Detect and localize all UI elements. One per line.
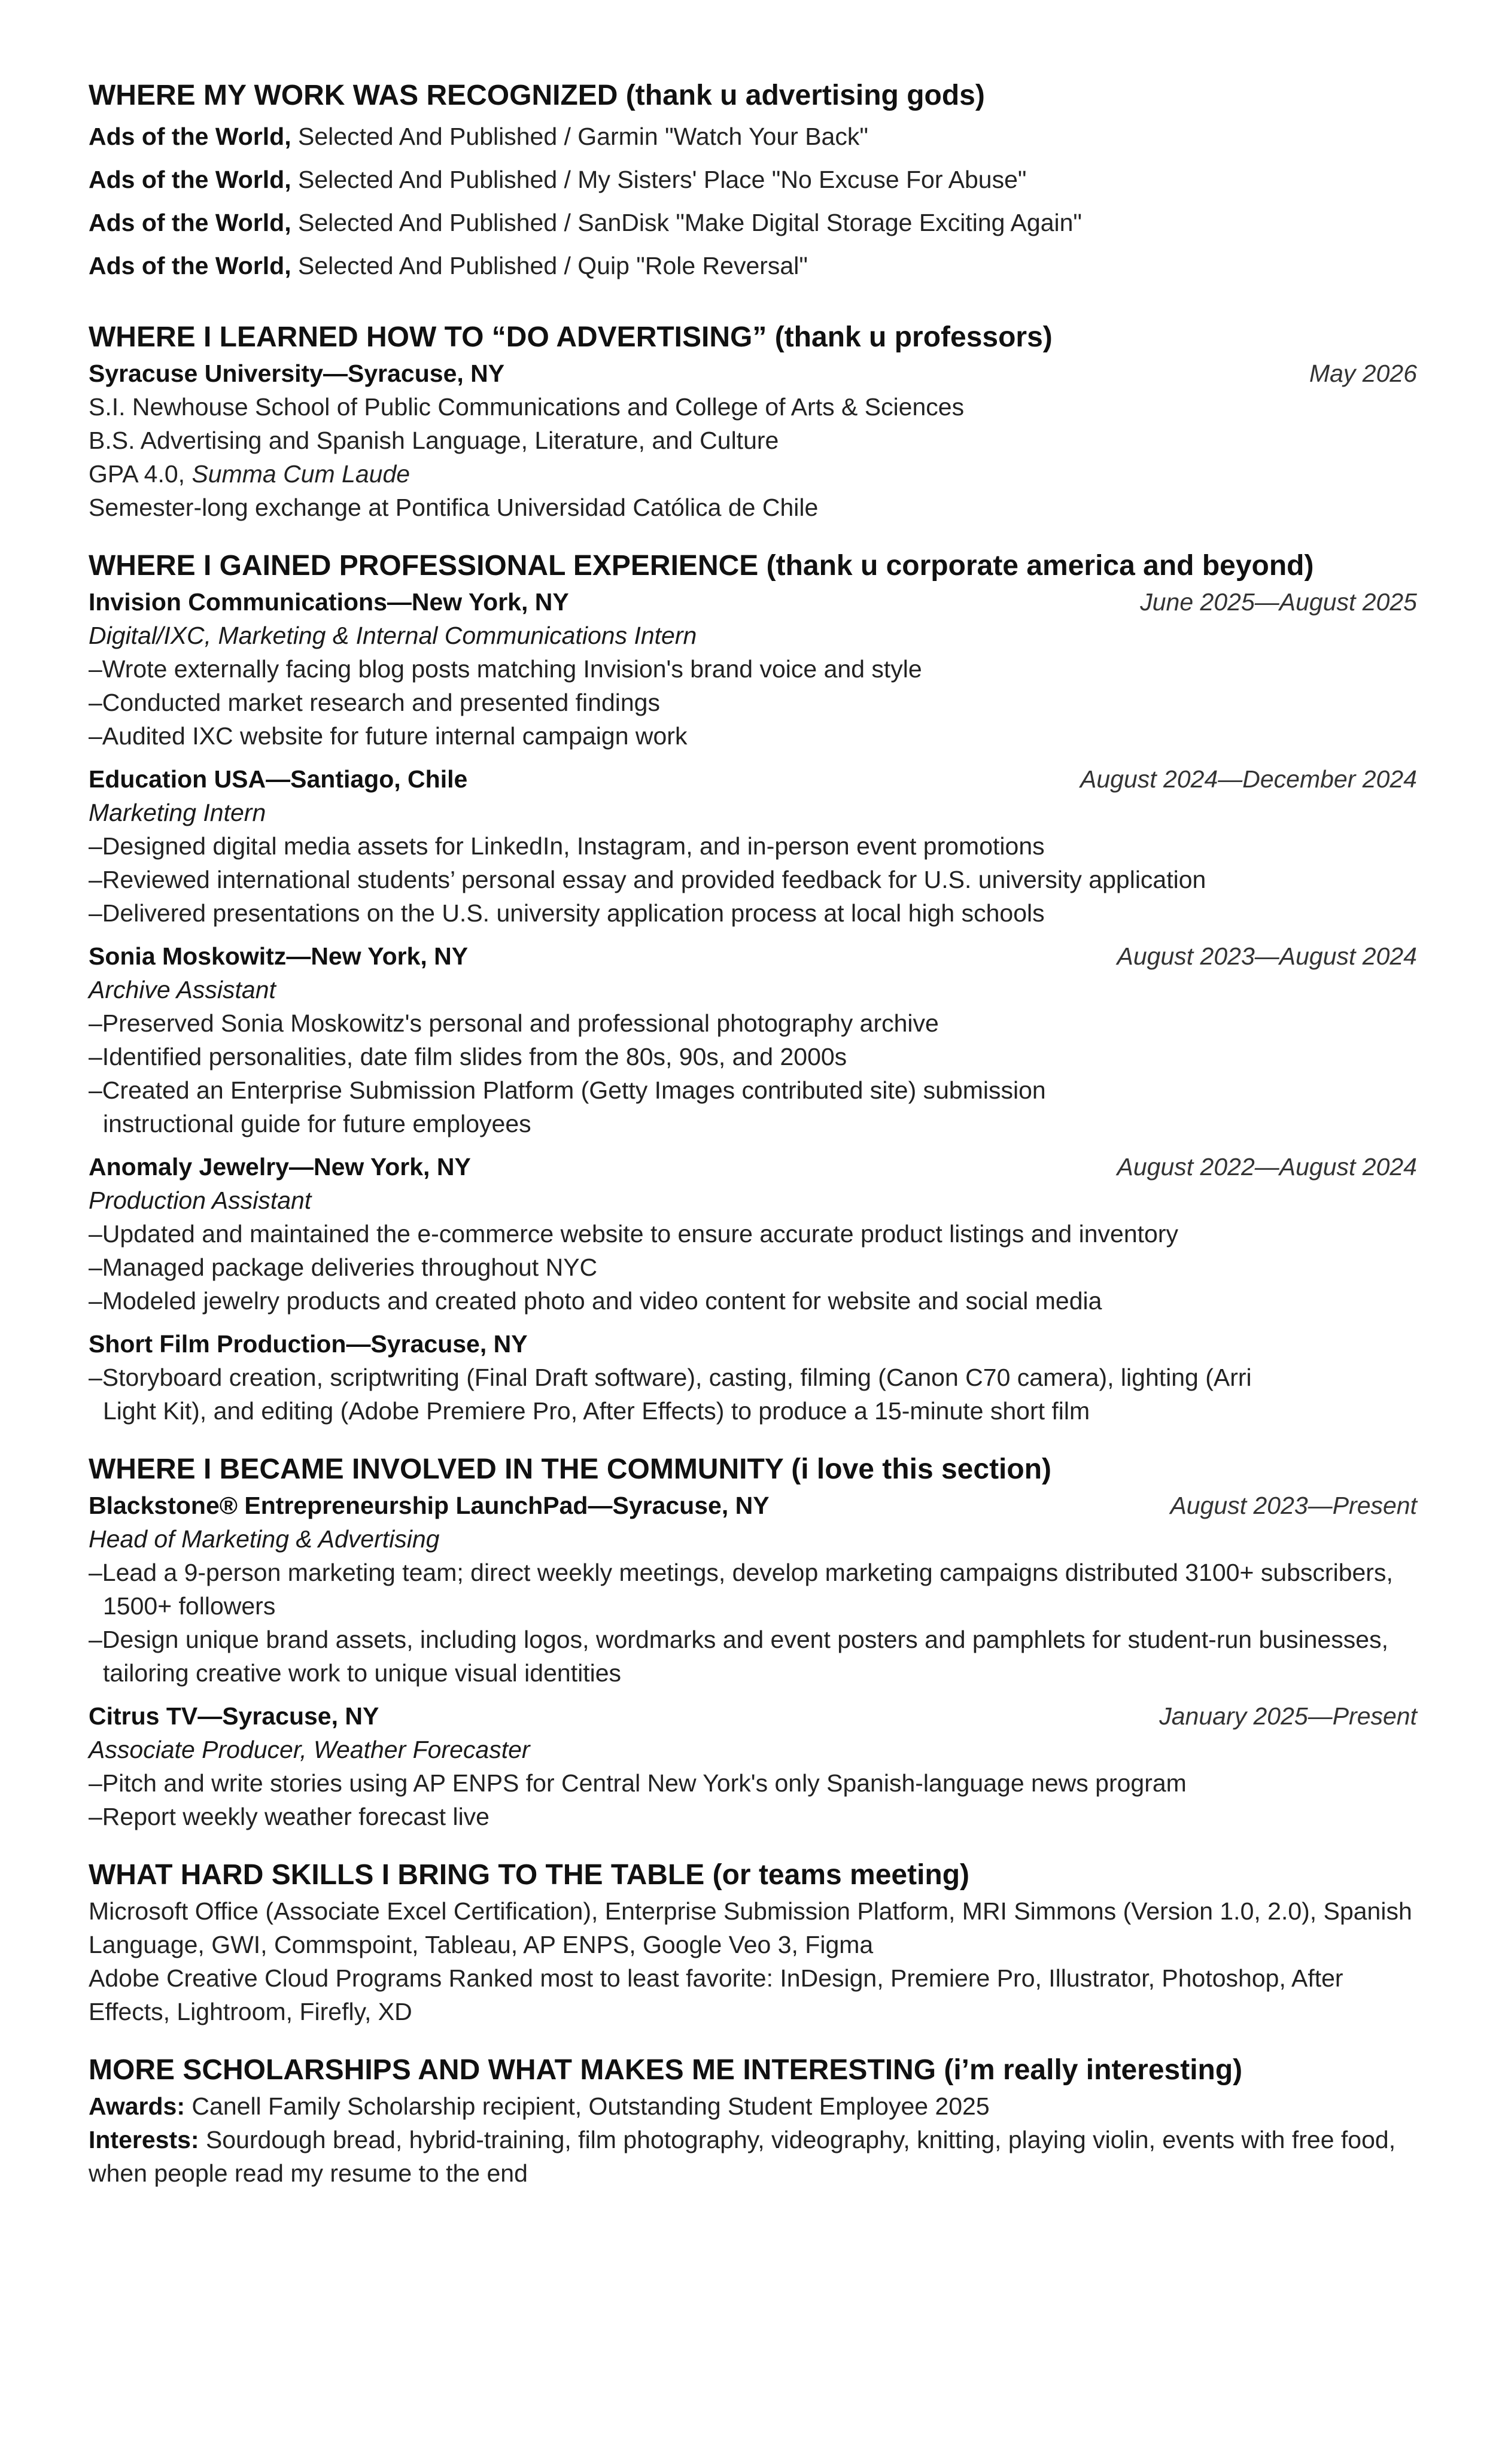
community-section (89, 1450, 1417, 1833)
bullet: –Preserved Sonia Moskowitz's personal and professional photography archive (89, 1009, 939, 1037)
awards-text: Canell Family Scholarship recipient, Outstanding Student Employee 2025 (185, 2092, 990, 2120)
entry-date: August 2022—August 2024 (1117, 1153, 1417, 1181)
org-name: Citrus TV (89, 1702, 198, 1730)
bullet: –Updated and maintained the e-commerce website to ensure accurate product listings and inventory (89, 1220, 1178, 1248)
list-item (89, 206, 1417, 239)
section-heading: WHERE I BECAME INVOLVED IN THE COMMUNITY (i love this section) (89, 1453, 1052, 1485)
bullet: –Modeled jewelry products and created photo and video content for website and social media (89, 1287, 1102, 1315)
job-entry (89, 1489, 1417, 1690)
skills-line: Adobe Creative Cloud Programs Ranked most to least favorite: InDesign, Premiere Pro, Illustrator, Photoshop, After Effects, Lightroom, Firefly, XD (89, 1964, 1343, 2025)
section-heading: WHAT HARD SKILLS I BRING TO THE TABLE (or teams meeting) (89, 1859, 970, 1891)
org-location: —New York, NY (286, 942, 469, 970)
list-item (89, 249, 1417, 282)
recognition-text: Selected And Published / SanDisk "Make Digital Storage Exciting Again" (291, 209, 1082, 236)
more-section (89, 2051, 1417, 2190)
interests-label: Interests: (89, 2126, 199, 2153)
bullet: –Created an Enterprise Submission Platform (Getty Images contributed site) submission instructional guide for future employees (89, 1076, 1046, 1137)
org-location: —Syracuse, NY (323, 360, 505, 387)
section-heading: WHERE MY WORK WAS RECOGNIZED (thank u advertising gods) (89, 80, 985, 111)
job-entry (89, 939, 1417, 1140)
section-heading: WHERE I LEARNED HOW TO “DO ADVERTISING” (thank u professors) (89, 321, 1053, 353)
bullet: –Wrote externally facing blog posts matching Invision's brand voice and style (89, 655, 922, 683)
bullet: –Pitch and write stories using AP ENPS for Central New York's only Spanish-language news program (89, 1769, 1187, 1797)
entry-date: August 2024—December 2024 (1080, 765, 1417, 793)
org-name: Blackstone® Entrepreneurship LaunchPad (89, 1492, 588, 1519)
recognition-source: Ads of the World, (89, 123, 291, 150)
org-name: Short Film Production (89, 1330, 346, 1358)
entry-header (89, 357, 1417, 390)
org-location: —Syracuse, NY (346, 1330, 528, 1358)
job-entry (89, 585, 1417, 753)
bullet: –Design unique brand assets, including logos, wordmarks and event posters and pamphlets for student-run businesses, tailoring creative work to unique visual identities (89, 1626, 1388, 1687)
org-name: Sonia Moskowitz (89, 942, 287, 970)
awards-label: Awards: (89, 2092, 186, 2120)
gpa-text: GPA 4.0, (89, 460, 192, 488)
awards-line (89, 2089, 1417, 2123)
skills-section (89, 1856, 1417, 2028)
job-role: Marketing Intern (89, 799, 266, 826)
interests-text: Sourdough bread, hybrid-training, film photography, videography, knitting, playing violin, events with free food, when people read my resume to the end (89, 2126, 1396, 2187)
resume-page (89, 77, 1417, 2213)
section-heading: WHERE I GAINED PROFESSIONAL EXPERIENCE (thank u corporate america and beyond) (89, 550, 1314, 582)
org-name: Invision Communications (89, 588, 387, 616)
recognition-text: Selected And Published / My Sisters' Place "No Excuse For Abuse" (291, 166, 1027, 193)
job-role: Production Assistant (89, 1187, 312, 1214)
honors-text: Summa Cum Laude (191, 460, 411, 488)
edu-gpa (89, 457, 1417, 491)
org-location: —Syracuse, NY (588, 1492, 770, 1519)
recognition-source: Ads of the World, (89, 209, 291, 236)
job-entry (89, 762, 1417, 930)
bullet: –Delivered presentations on the U.S. university application process at local high schools (89, 899, 1045, 927)
education-section (89, 318, 1417, 524)
org-location: —New York, NY (387, 588, 569, 616)
recognition-source: Ads of the World, (89, 166, 291, 193)
bullet: –Lead a 9-person marketing team; direct weekly meetings, develop marketing campaigns distributed 3100+ subscribers, 1500+ followers (89, 1559, 1393, 1620)
recognition-source: Ads of the World, (89, 252, 291, 279)
entry-date: May 2026 (1309, 360, 1417, 387)
job-role: Digital/IXC, Marketing & Internal Communications Intern (89, 622, 697, 649)
job-role: Associate Producer, Weather Forecaster (89, 1736, 530, 1763)
bullet: –Audited IXC website for future internal campaign work (89, 722, 688, 750)
org-location: —Syracuse, NY (197, 1702, 379, 1730)
recognition-text: Selected And Published / Garmin "Watch Your Back" (291, 123, 868, 150)
skills-line: Microsoft Office (Associate Excel Certification), Enterprise Submission Platform, MRI Simmons (Version 1.0, 2.0), Spanish Language, GWI, Commspoint, Tableau, AP ENPS, Google Veo 3, Figma (89, 1897, 1412, 1958)
org-name: Education USA (89, 765, 266, 793)
job-role: Archive Assistant (89, 976, 276, 1003)
job-entry (89, 1150, 1417, 1318)
edu-exchange: Semester-long exchange at Pontifica Universidad Católica de Chile (89, 494, 819, 521)
recognition-text: Selected And Published / Quip "Role Reversal" (291, 252, 808, 279)
job-role: Head of Marketing & Advertising (89, 1525, 440, 1553)
edu-school: S.I. Newhouse School of Public Communications and College of Arts & Sciences (89, 393, 965, 421)
list-item (89, 120, 1417, 153)
org-location: —Santiago, Chile (266, 765, 468, 793)
org-name: Anomaly Jewelry (89, 1153, 289, 1181)
entry-date: June 2025—August 2025 (1140, 588, 1417, 616)
org-name: Syracuse University (89, 360, 324, 387)
bullet: –Storyboard creation, scriptwriting (Final Draft software), casting, filming (Canon C70 camera), lighting (Arri Light Kit), and editing (Adobe Premiere Pro, After Effects) to produce a 15-minute short film (89, 1364, 1252, 1425)
interests-line (89, 2123, 1417, 2190)
edu-degree: B.S. Advertising and Spanish Language, Literature, and Culture (89, 427, 779, 454)
bullet: –Designed digital media assets for LinkedIn, Instagram, and in-person event promotions (89, 832, 1045, 860)
job-entry (89, 1699, 1417, 1833)
recognized-section (89, 77, 1417, 282)
entry-date: August 2023—Present (1170, 1492, 1417, 1519)
entry-date: January 2025—Present (1159, 1702, 1417, 1730)
org-location: —New York, NY (289, 1153, 471, 1181)
entry-date: August 2023—August 2024 (1117, 942, 1417, 970)
bullet: –Reviewed international students’ personal essay and provided feedback for U.S. university application (89, 866, 1206, 893)
bullet: –Managed package deliveries throughout NYC (89, 1254, 598, 1281)
list-item (89, 163, 1417, 196)
bullet: –Identified personalities, date film slides from the 80s, 90s, and 2000s (89, 1043, 847, 1070)
bullet: –Report weekly weather forecast live (89, 1803, 489, 1830)
bullet: –Conducted market research and presented findings (89, 689, 660, 716)
section-heading: MORE SCHOLARSHIPS AND WHAT MAKES ME INTERESTING (i’m really interesting) (89, 2054, 1243, 2086)
job-entry (89, 1327, 1417, 1428)
experience-section (89, 547, 1417, 1428)
